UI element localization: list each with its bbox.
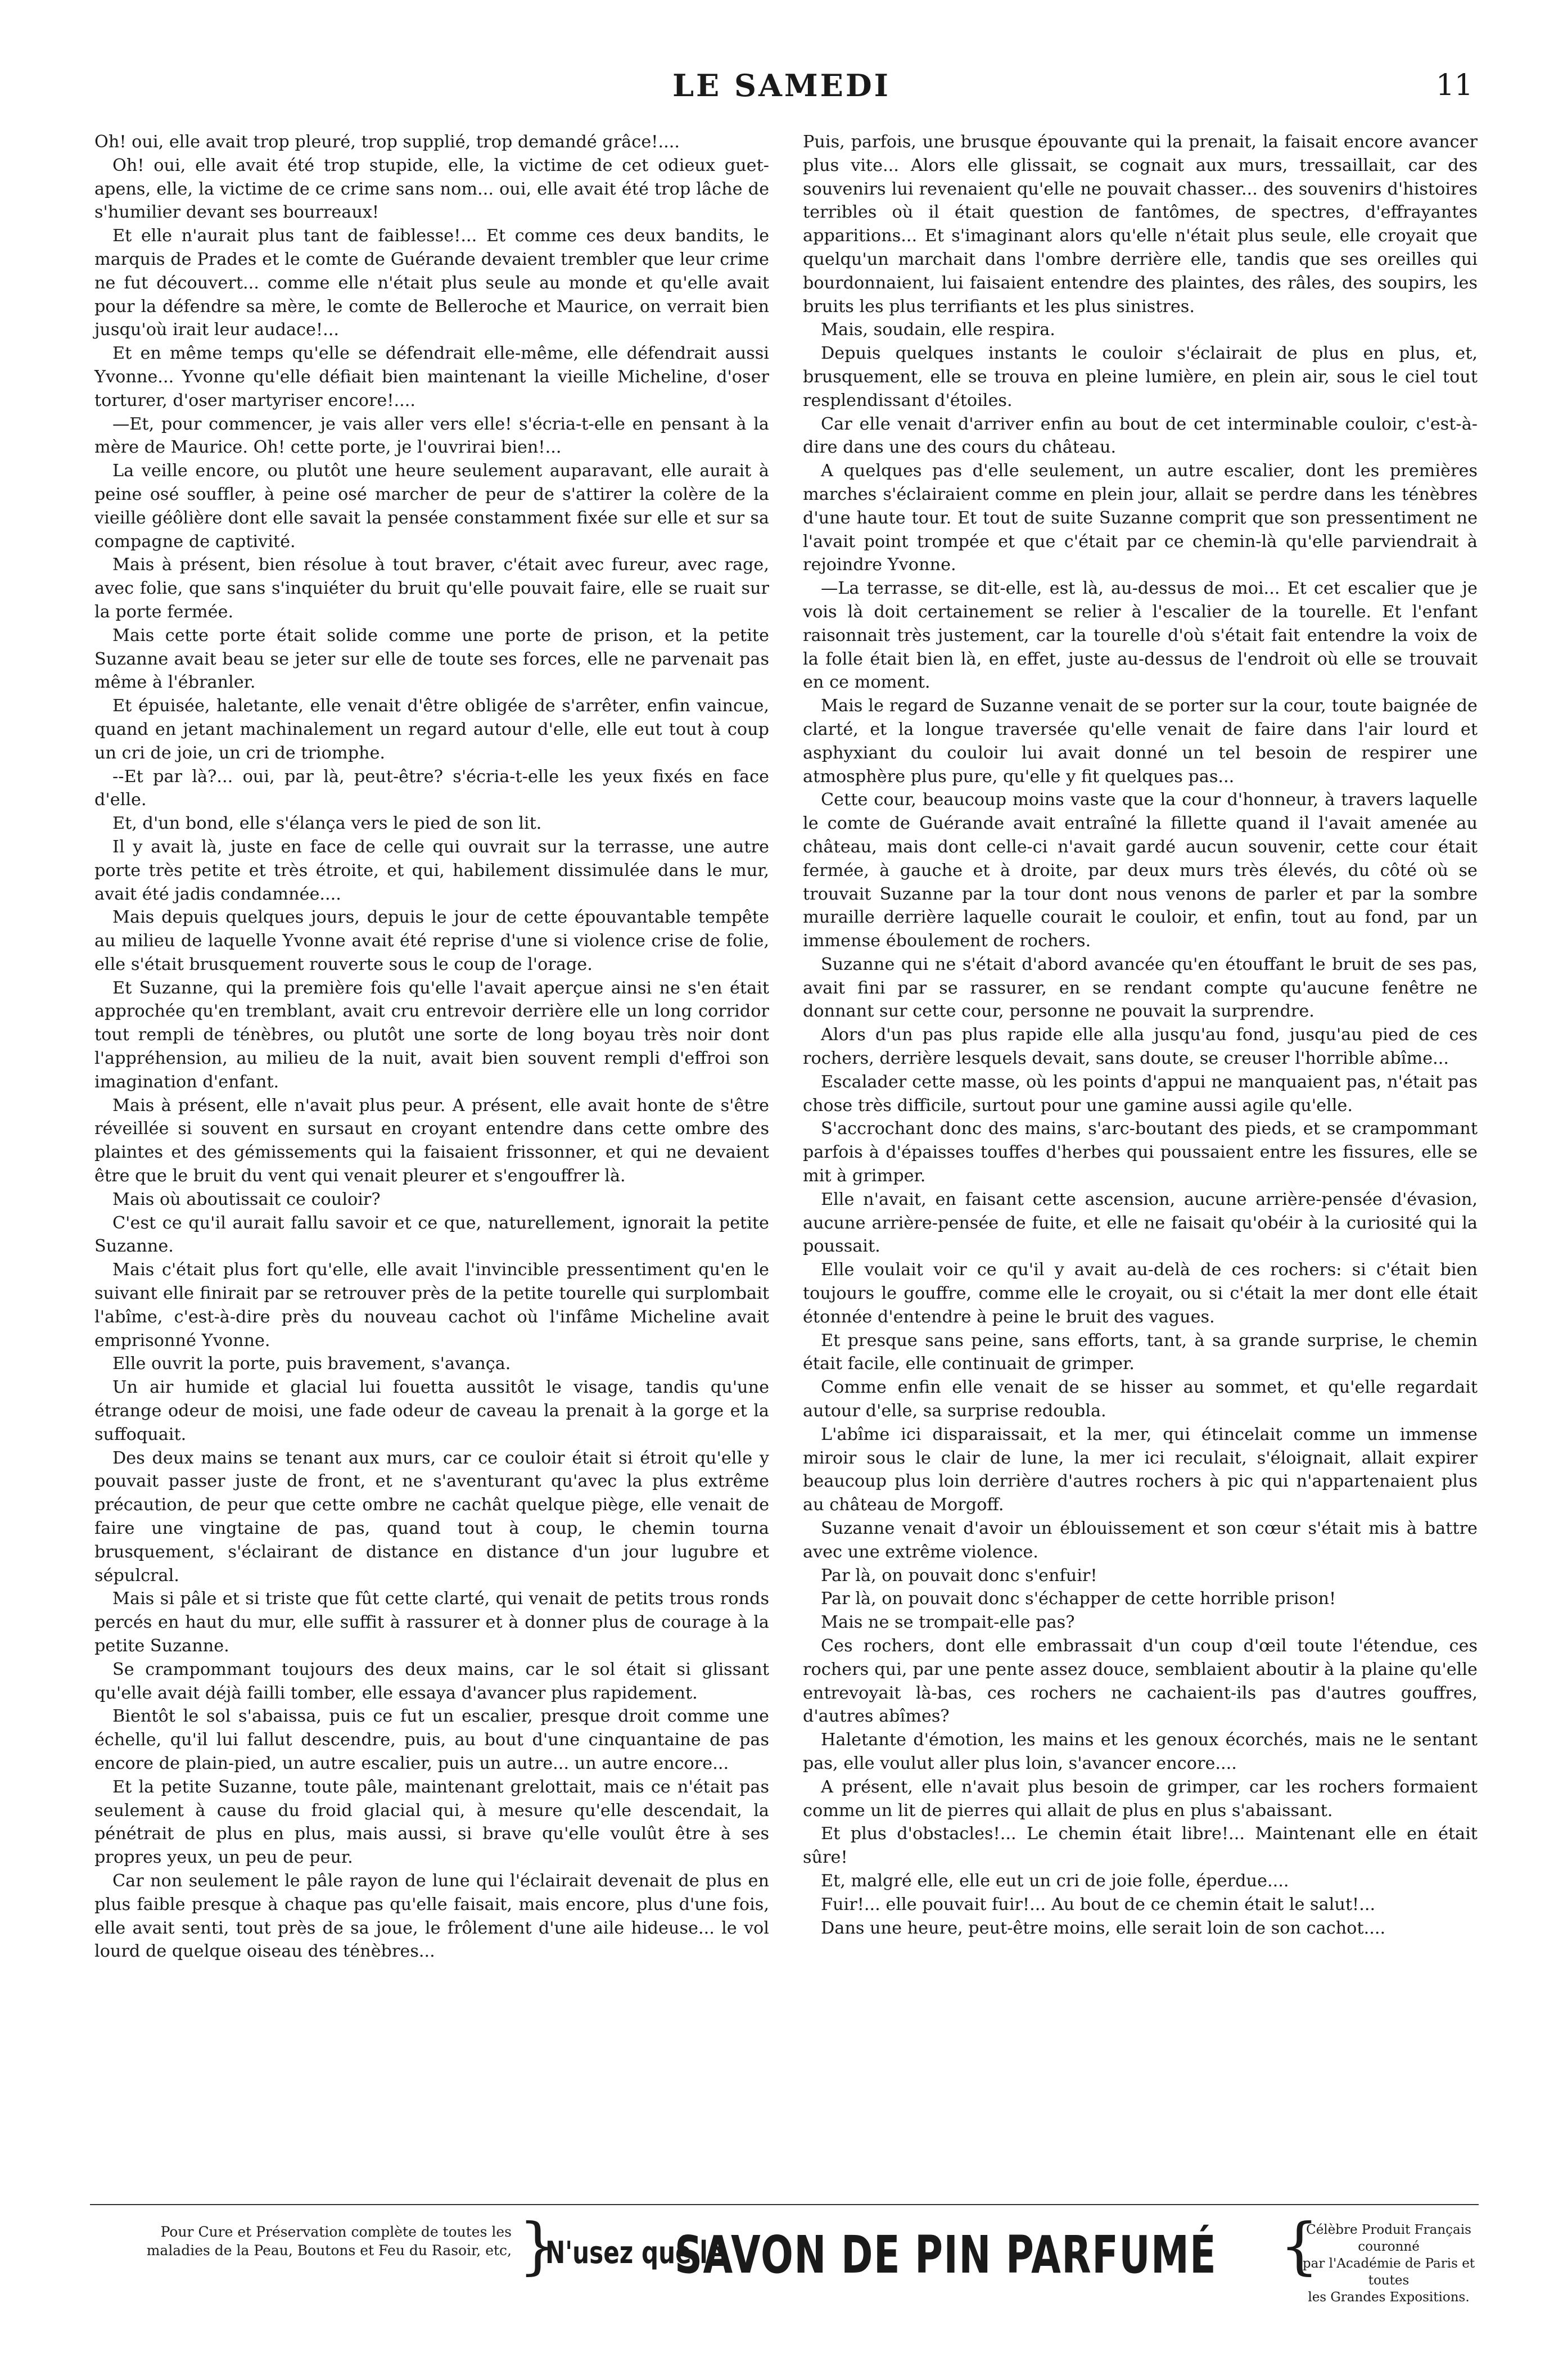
paragraph: Ces rochers, dont elle embrassait d'un coup d'œil toute l'étendue, ces rochers qui, par une pente assez douce, semblaient aboutir à la plaine qu'elle entrevoyait là-bas, ces rochers ne cachaient-ils pas d'autres gouffres, d'autres abîmes?: [803, 1636, 1478, 1727]
ad-left-text: [96, 2223, 512, 2260]
paragraph: Et en même temps qu'elle se défendrait elle-même, elle défendrait aussi Yvonne... Yvonne qu'elle défiait bien maintenant la vieille Micheline, d'oser torturer, d'oser martyriser encore!....: [94, 344, 769, 410]
ad-left-line: Pour Cure et Préservation complète de toutes les: [160, 2224, 512, 2240]
paragraph: Et Suzanne, qui la première fois qu'elle l'avait aperçue ainsi ne s'en était approchée qu'en tremblant, avait cru entrevoir derrière elle un long corridor tout rempli de ténèbres, ou plutôt une sorte de long boyau très noir dont l'appréhension, au milieu de la nuit, avait bien souvent rempli d'effroi son imagination d'enfant.: [94, 978, 769, 1092]
ad-brace-left: }: [518, 2210, 558, 2282]
paragraph: Et, d'un bond, elle s'élança vers le pied de son lit.: [112, 814, 542, 834]
paragraph: Comme enfin elle venait de se hisser au sommet, et qu'elle regardait autour d'elle, sa surprise redoubla.: [803, 1378, 1478, 1421]
publication-title: LE SAMEDI: [672, 67, 891, 103]
paragraph: Suzanne venait d'avoir un éblouissement et son cœur s'était mis à battre avec une extrême violence.: [803, 1519, 1478, 1562]
paragraph: L'abîme ici disparaissait, et la mer, qui étincelait comme un immense miroir sous le clair de lune, la mer ici reculait, s'éloignait, allait expirer beaucoup plus loin derrière d'autres rochers à pic qui n'appartenaient plus au château de Morgoff.: [803, 1424, 1478, 1515]
ad-lead-text: N'usez que le: [545, 2235, 724, 2270]
paragraph: Elle ouvrit la porte, puis bravement, s'avança.: [112, 1354, 511, 1374]
paragraph: Alors d'un pas plus rapide elle alla jusqu'au fond, jusqu'au pied de ces rochers, derrière lesquels devait, sans doute, se creuser l'horrible abîme...: [803, 1025, 1478, 1069]
paragraph: Mais à présent, elle n'avait plus peur. A présent, elle avait honte de s'être réveillée si souvent en sursaut en croyant entendre dans cette ombre des plaintes et des gémissements qui la faisaient frissonner, et qui ne devaient être que le bruit du vent qui venait pleurer et s'engouffrer là.: [94, 1095, 769, 1186]
paragraph: —Et, pour commencer, je vais aller vers elle! s'écria-t-elle en pensant à la mère de Maurice. Oh! cette porte, je l'ouvrirai bien!...: [94, 414, 769, 458]
paragraph: Il y avait là, juste en face de celle qui ouvrait sur la terrasse, une autre porte très petite et très étroite, et qui, habilement dissimulée dans le mur, avait été jadis condamnée....: [94, 837, 769, 904]
paragraph: Un air humide et glacial lui fouetta aussitôt le visage, tandis qu'une étrange odeur de moisi, une fade odeur de caveau la prenait à la gorge et la suffoquait.: [94, 1378, 769, 1444]
paragraph: Car non seulement le pâle rayon de lune qui l'éclairait devenait de plus en plus faible presque à chaque pas qu'elle faisait, mais encore, plus d'une fois, elle avait senti, tout près de sa joue, le frôlement d'une aile hideuse... le vol lourd de quelque oiseau des ténèbres...: [94, 1871, 769, 1962]
paragraph: Par là, on pouvait donc s'enfuir!: [821, 1565, 1097, 1586]
paragraph: Et elle n'aurait plus tant de faiblesse!... Et comme ces deux bandits, le marquis de Prades et le comte de Guérande devaient trembler que leur crime ne fut découvert... comme elle n'était plus seule au monde et qu'elle avait pour la défendre sa mère, le comte de Belleroche et Maurice, on verrait bien jusqu'où irait leur audace!...: [94, 226, 769, 340]
paragraph: C'est ce qu'il aurait fallu savoir et ce que, naturellement, ignorait la petite Suzanne.: [94, 1213, 769, 1257]
ad-left-line: maladies de la Peau, Boutons et Feu du Rasoir, etc,: [146, 2242, 512, 2259]
advertisement-divider: [90, 2204, 1479, 2205]
paragraph: --Et par là?... oui, par là, peut-être? s'écria-t-elle les yeux fixés en face d'elle.: [94, 766, 769, 810]
paragraph: S'accrochant donc des mains, s'arc-boutant des pieds, et se crampommant parfois à d'épaisses touffes d'herbes qui poussaient entre les fissures, elle se mit à grimper.: [803, 1119, 1478, 1186]
paragraph: Mais c'était plus fort qu'elle, elle avait l'invincible pressentiment qu'en le suivant elle finirait par se retrouver près de la petite tourelle qui surplombait l'abîme, c'est-à-dire près du nouveau cachot où l'infâme Micheline avait emprisonné Yvonne.: [94, 1260, 769, 1351]
paragraph: La veille encore, ou plutôt une heure seulement auparavant, elle aurait à peine osé souffler, à peine osé marcher de peur de s'attirer la colère de la vieille géôlière dont elle savait la pensée constamment fixée sur elle et sur sa compagne de captivité.: [94, 461, 769, 552]
paragraph: Des deux mains se tenant aux murs, car ce couloir était si étroit qu'elle y pouvait passer juste de front, et ne s'aventurant qu'avec la plus extrême précaution, de peur que cette ombre ne cachât quelque piège, elle venait de faire une vingtaine de pas, quand tout à coup, le chemin tourna brusquement, s'éclairant de distance en distance d'un jour lugubre et sépulcral.: [94, 1448, 769, 1586]
paragraph: A présent, elle n'avait plus besoin de grimper, car les rochers formaient comme un lit de pierres qui allait de plus en plus s'abaissant.: [803, 1777, 1478, 1821]
ad-right-text: [1299, 2221, 1479, 2306]
paragraph: Puis, parfois, une brusque épouvante qui la prenait, la faisait encore avancer plus vite... Alors elle glissait, se cognait aux murs, tressaillait, car des souvenirs lui revenaient qu'elle ne pouvait chasser... des souvenirs d'histoires terribles où il était question de fantômes, de spectres, d'effrayantes apparitions... Et s'imaginant alors qu'elle n'était plus seule, elle croyait que quelqu'un marchait dans l'ombre derrière elle, tandis que ses oreilles qui bourdonnaient, lui faisaient entendre des plaintes, des râles, des soupirs, les bruits les plus terrifiants et les plus sinistres.: [803, 132, 1478, 317]
paragraph: Cette cour, beaucoup moins vaste que la cour d'honneur, à travers laquelle le comte de Guérande avait entraîné la fillette quand il l'avait amenée au château, mais dont celle-ci n'avait gardé aucun souvenir, cette cour était fermée, à gauche et à droite, par deux murs très élevés, du côté où se trouvait Suzanne par la tour dont nous venons de parler et par la sombre muraille derrière laquelle courait le couloir, et enfin, tout au fond, par un immense éboulement de rochers.: [803, 790, 1478, 951]
left-text-column: [94, 130, 769, 1963]
paragraph: Mais depuis quelques jours, depuis le jour de cette épouvantable tempête au milieu de laquelle Yvonne avait été reprise d'une si violence crise de folie, elle s'était brusquement rouverte sous le coup de l'orage.: [94, 907, 769, 974]
paragraph: Mais ne se trompait-elle pas?: [821, 1613, 1075, 1633]
paragraph: Escalader cette masse, où les points d'appui ne manquaient pas, n'était pas chose très difficile, surtout pour une gamine aussi agile qu'elle.: [803, 1072, 1478, 1116]
paragraph: Et plus d'obstacles!... Le chemin était libre!... Maintenant elle en était sûre!: [803, 1824, 1478, 1868]
paragraph: Mais si pâle et si triste que fût cette clarté, qui venait de petits trous ronds percés en haut du mur, elle suffit à rassurer et à donner plus de courage à la petite Suzanne.: [94, 1589, 769, 1656]
paragraph: Elle n'avait, en faisant cette ascension, aucune arrière-pensée d'évasion, aucune arrière-pensée de fuite, et elle ne faisait qu'obéir à la curiosité qui la poussait.: [803, 1189, 1478, 1257]
paragraph: Et, malgré elle, elle eut un cri de joie folle, éperdue....: [821, 1871, 1289, 1891]
paragraph: Par là, on pouvait donc s'échapper de cette horrible prison!: [821, 1589, 1336, 1609]
paragraph: Mais à présent, bien résolue à tout braver, c'était avec fureur, avec rage, avec folie, que sans s'inquiéter du bruit qu'elle pouvait faire, elle se ruait sur la porte fermée.: [94, 555, 769, 622]
paragraph: Dans une heure, peut-être moins, elle serait loin de son cachot....: [821, 1918, 1386, 1938]
page-header: [90, 67, 1473, 112]
paragraph: Et la petite Suzanne, toute pâle, maintenant grelottait, mais ce n'était pas seulement à cause du froid glacial qui, à mesure qu'elle descendait, la pénétrait de plus en plus, mais aussi, si brave qu'elle voulût être à ses propres yeux, un peu de peur.: [94, 1777, 769, 1868]
ad-right-line: par l'Académie de Paris et toutes: [1302, 2256, 1475, 2288]
paragraph: Oh! oui, elle avait trop pleuré, trop supplié, trop demandé grâce!....: [94, 132, 680, 152]
paragraph: Mais, soudain, elle respira.: [821, 320, 1055, 340]
ad-brace-right: {: [1280, 2210, 1319, 2282]
paragraph: Haletante d'émotion, les mains et les genoux écorchés, mais ne le sentant pas, elle voulut aller plus loin, s'avancer encore....: [803, 1730, 1478, 1773]
ad-right-line: les Grandes Expositions.: [1308, 2290, 1470, 2305]
paragraph: A quelques pas d'elle seulement, un autre escalier, dont les premières marches s'éclairaient comme en plein jour, allait se perdre dans les ténèbres d'une haute tour. Et tout de suite Suzanne comprit que son pressentiment ne l'avait point trompée et que c'était par ce chemin-là qu'elle parviendrait à rejoindre Yvonne.: [803, 461, 1478, 575]
page-number: 11: [1435, 69, 1473, 102]
paragraph: Mais où aboutissait ce couloir?: [112, 1189, 381, 1209]
ad-right-line: Célèbre Produit Français couronné: [1306, 2223, 1471, 2254]
paragraph: Se crampommant toujours des deux mains, car le sol était si glissant qu'elle avait déjà failli tomber, elle essaya d'avancer plus rapidement.: [94, 1659, 769, 1703]
paragraph: Fuir!... elle pouvait fuir!... Au bout de ce chemin était le salut!...: [821, 1894, 1376, 1914]
paragraph: Oh! oui, elle avait été trop stupide, elle, la victime de cet odieux guet-apens, elle, la victime de ce crime sans nom... oui, elle avait été trop lâche de s'humilier devant ses bourreaux!: [94, 155, 769, 223]
paragraph: Car elle venait d'arriver enfin au bout de cet interminable couloir, c'est-à-dire dans une des cours du château.: [803, 414, 1478, 458]
paragraph: Suzanne qui ne s'était d'abord avancée qu'en étouffant le bruit de ses pas, avait fini par se rassurer, en se rendant compte qu'aucune fenêtre ne donnant sur cette cour, personne ne pouvait la surprendre.: [803, 954, 1478, 1022]
soap-advertisement: [90, 2210, 1479, 2305]
paragraph: Et épuisée, haletante, elle venait d'être obligée de s'arrêter, enfin vaincue, quand en jetant machinalement un regard autour d'elle, elle eut tout à coup un cri de joie, un cri de triomphe.: [94, 696, 769, 763]
paragraph: Depuis quelques instants le couloir s'éclairait de plus en plus, et, brusquement, elle se trouva en pleine lumière, en plein air, sous le ciel tout resplendissant d'étoiles.: [803, 344, 1478, 410]
paragraph: Mais le regard de Suzanne venait de se porter sur la cour, toute baignée de clarté, et la longue traversée qu'elle venait de faire dans l'air lourd et asphyxiant du couloir lui avait donné un tel besoin de respirer une atmosphère plus pure, qu'elle y fit quelques pas...: [803, 696, 1478, 787]
paragraph: Mais cette porte était solide comme une porte de prison, et la petite Suzanne avait beau se jeter sur elle de toute ses forces, elle ne parvenait pas même à l'ébranler.: [94, 625, 769, 693]
paragraph: —La terrasse, se dit-elle, est là, au-dessus de moi... Et cet escalier que je vois là doit certainement se relier à l'escalier de la tourelle. Et l'enfant raisonnait très justement, car la tourelle d'où s'était fait entendre la voix de la folle était bien là, en effet, juste au-dessus de l'endroit où elle se trouvait en ce moment.: [803, 579, 1478, 693]
paragraph: Et presque sans peine, sans efforts, tant, à sa grande surprise, le chemin était facile, elle continuait de grimper.: [803, 1330, 1478, 1374]
right-text-column: [803, 130, 1478, 1940]
paragraph: Elle voulait voir ce qu'il y avait au-delà de ces rochers: si c'était bien toujours le gouffre, comme elle le croyait, ou si c'était la mer dont elle était étonnée d'entendre à peine le bruit des vagues.: [803, 1260, 1478, 1327]
ad-product-name: SAVON DE PIN PARFUMÉ: [675, 2225, 1217, 2285]
paragraph: Bientôt le sol s'abaissa, puis ce fut un escalier, presque droit comme une échelle, qu'il lui fallut descendre, puis, au bout d'une cinquantaine de pas encore de plain-pied, un autre escalier, puis un autre... un autre encore...: [94, 1706, 769, 1773]
